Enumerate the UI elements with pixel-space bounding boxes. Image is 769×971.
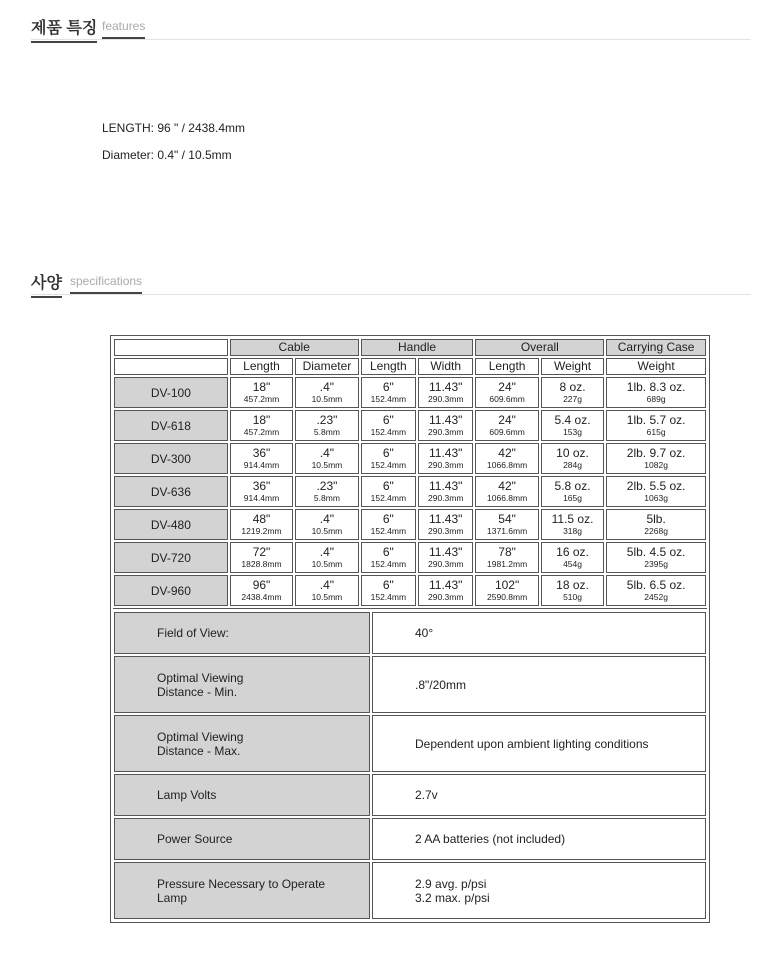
detail-value <box>372 656 706 713</box>
imperial-value: 2lb. 9.7 oz. <box>626 446 686 460</box>
imperial-value: 11.43" <box>429 380 463 394</box>
detail-row <box>114 862 706 919</box>
spec-cell <box>361 575 416 606</box>
feature-length: LENGTH: 96 " / 2438.4mm <box>102 121 245 135</box>
spec-cell <box>606 377 706 408</box>
imperial-value: 96" <box>252 578 271 592</box>
spec-cell <box>541 443 604 474</box>
spec-cell <box>361 410 416 441</box>
spec-cell <box>361 509 416 540</box>
imperial-value: .4" <box>319 545 335 559</box>
spec-cell <box>230 377 293 408</box>
specifications-table <box>110 335 710 923</box>
detail-label-line: Optimal Viewing <box>157 729 244 744</box>
metric-value: 10.5mm <box>311 394 343 404</box>
group-header-overall: Overall <box>475 339 604 356</box>
model-rows <box>114 377 706 606</box>
detail-value <box>372 612 706 654</box>
detail-row <box>114 818 706 860</box>
metric-value: 1063g <box>644 493 668 503</box>
detail-label <box>114 862 370 919</box>
column-header: Length <box>361 358 416 375</box>
metric-value: 2268g <box>644 526 668 536</box>
table-row <box>114 476 706 507</box>
metric-value: 227g <box>563 394 582 404</box>
metric-value: 290.3mm <box>427 460 464 470</box>
specifications-header <box>31 270 751 295</box>
detail-value-line: .8"/20mm <box>415 677 466 692</box>
detail-value-line: 2 AA batteries (not included) <box>415 832 566 846</box>
imperial-value: 11.43" <box>429 479 463 493</box>
spec-cell <box>361 443 416 474</box>
imperial-value: 1lb. 5.7 oz. <box>626 413 686 427</box>
imperial-value: 6" <box>382 380 394 394</box>
metric-value: 284g <box>563 460 582 470</box>
group-header-cable: Cable <box>230 339 359 356</box>
metric-value: 10.5mm <box>311 460 343 470</box>
detail-label-line: Field of View: <box>157 626 229 640</box>
detail-label <box>114 715 370 772</box>
detail-value-line: Dependent upon ambient lighting conditions <box>415 736 649 751</box>
spec-cell <box>541 575 604 606</box>
metric-value: 2452g <box>644 592 668 602</box>
detail-row <box>114 656 706 713</box>
column-header: Weight <box>606 358 706 375</box>
detail-value <box>372 774 706 816</box>
metric-value: 457.2mm <box>243 427 280 437</box>
metric-value: 914.4mm <box>243 493 280 503</box>
imperial-value: 24" <box>498 380 516 394</box>
metric-value: 457.2mm <box>243 394 280 404</box>
metric-value: 10.5mm <box>311 526 343 536</box>
spec-cell <box>475 443 538 474</box>
spec-cell <box>541 476 604 507</box>
spec-cell <box>606 575 706 606</box>
metric-value: 152.4mm <box>370 460 407 470</box>
group-header-row <box>114 339 706 356</box>
metric-value: 290.3mm <box>427 493 464 503</box>
imperial-value: 18" <box>252 380 271 394</box>
features-title-ko: 제품 특징 <box>31 15 97 43</box>
metric-value: 318g <box>563 526 582 536</box>
imperial-value: 1lb. 8.3 oz. <box>626 380 686 394</box>
detail-value <box>372 715 706 772</box>
detail-label-line: Lamp <box>157 890 188 905</box>
detail-label-line: Pressure Necessary to Operate <box>157 876 326 891</box>
detail-value-line: 3.2 max. p/psi <box>415 890 490 905</box>
detail-label-line: Optimal Viewing <box>157 670 244 685</box>
spec-cell <box>230 410 293 441</box>
spec-cell <box>418 542 473 573</box>
detail-label <box>114 774 370 816</box>
model-name-cell: DV-100 <box>114 377 228 408</box>
metric-value: 1981.2mm <box>487 559 528 569</box>
spec-cell <box>361 377 416 408</box>
imperial-value: 5lb. 4.5 oz. <box>626 545 686 559</box>
spec-cell <box>230 509 293 540</box>
detail-label-line: Power Source <box>157 832 233 846</box>
spec-cell <box>418 509 473 540</box>
detail-label <box>114 818 370 860</box>
spec-cell <box>230 476 293 507</box>
metric-value: 1066.8mm <box>487 493 528 503</box>
imperial-value: 11.43" <box>429 545 463 559</box>
metric-value: 10.5mm <box>311 592 343 602</box>
spec-cell <box>606 542 706 573</box>
imperial-value: 11.5 oz. <box>551 512 594 526</box>
spec-cell <box>475 377 538 408</box>
imperial-value: 36" <box>252 446 271 460</box>
spec-cell <box>295 476 358 507</box>
model-name-cell: DV-960 <box>114 575 228 606</box>
spec-cell <box>295 575 358 606</box>
metric-value: 1828.8mm <box>241 559 282 569</box>
imperial-value: .4" <box>319 380 335 394</box>
detail-row <box>114 715 706 772</box>
table-row <box>114 443 706 474</box>
model-name-cell: DV-300 <box>114 443 228 474</box>
column-header: Length <box>475 358 538 375</box>
column-header: Diameter <box>295 358 358 375</box>
spec-cell <box>418 377 473 408</box>
imperial-value: 10 oz. <box>556 446 589 460</box>
spec-cell <box>475 476 538 507</box>
features-title-en: features <box>102 19 145 39</box>
imperial-value: 5.4 oz. <box>554 413 591 427</box>
spec-cell <box>541 542 604 573</box>
metric-value: 689g <box>646 394 666 404</box>
table-row <box>114 542 706 573</box>
model-name-cell: DV-636 <box>114 476 228 507</box>
spec-cell <box>418 410 473 441</box>
model-spec-table <box>112 337 708 608</box>
metric-value: 510g <box>563 592 582 602</box>
imperial-value: 6" <box>382 446 394 460</box>
metric-value: 1219.2mm <box>241 526 282 536</box>
spec-cell <box>361 476 416 507</box>
metric-value: 152.4mm <box>370 493 407 503</box>
specifications-title-en: specifications <box>70 274 142 294</box>
imperial-value: 54" <box>498 512 516 526</box>
table-row <box>114 377 706 408</box>
spec-cell <box>475 509 538 540</box>
metric-value: 10.5mm <box>311 559 343 569</box>
imperial-value: 6" <box>382 479 394 493</box>
spec-cell <box>295 443 358 474</box>
imperial-value: 18" <box>252 413 271 427</box>
spec-cell <box>295 410 358 441</box>
spec-cell <box>230 542 293 573</box>
column-header: Width <box>418 358 473 375</box>
metric-value: 609.6mm <box>489 427 525 437</box>
detail-spec-table <box>112 610 708 921</box>
metric-value: 1371.6mm <box>487 526 528 536</box>
imperial-value: 78" <box>498 545 516 559</box>
spec-cell <box>606 509 706 540</box>
imperial-value: 5.8 oz. <box>554 479 591 493</box>
features-header <box>31 15 751 40</box>
spec-cell <box>295 377 358 408</box>
detail-value-line: 2.7v <box>415 788 438 802</box>
metric-value: 290.3mm <box>427 394 464 404</box>
metric-value: 152.4mm <box>370 394 407 404</box>
imperial-value: 42" <box>498 479 516 493</box>
imperial-value: 18 oz. <box>556 578 589 592</box>
model-name-cell: DV-720 <box>114 542 228 573</box>
imperial-value: .23" <box>316 479 338 493</box>
metric-value: 914.4mm <box>243 460 280 470</box>
imperial-value: 5lb. <box>646 512 666 526</box>
spec-cell <box>475 410 538 441</box>
imperial-value: .4" <box>319 446 335 460</box>
detail-value <box>372 818 706 860</box>
spec-cell <box>295 542 358 573</box>
detail-label <box>114 612 370 654</box>
metric-value: 609.6mm <box>489 394 525 404</box>
column-header: Length <box>230 358 293 375</box>
spec-cell <box>475 542 538 573</box>
metric-value: 153g <box>563 427 582 437</box>
imperial-value: .4" <box>319 578 335 592</box>
detail-value-line: 40° <box>415 626 434 640</box>
imperial-value: 6" <box>382 512 394 526</box>
detail-row <box>114 774 706 816</box>
group-header-carrying-case: Carrying Case <box>606 339 706 356</box>
model-name-cell: DV-480 <box>114 509 228 540</box>
spec-cell <box>295 509 358 540</box>
metric-value: 290.3mm <box>427 592 464 602</box>
model-name-cell: DV-618 <box>114 410 228 441</box>
imperial-value: 36" <box>252 479 271 493</box>
imperial-value: 2lb. 5.5 oz. <box>626 479 686 493</box>
imperial-value: 11.43" <box>429 512 463 526</box>
detail-value <box>372 862 706 919</box>
table-row <box>114 575 706 606</box>
spec-cell <box>361 542 416 573</box>
spec-cell <box>606 443 706 474</box>
detail-label <box>114 656 370 713</box>
imperial-value: 5lb. 6.5 oz. <box>626 578 686 592</box>
detail-rows <box>114 612 706 919</box>
imperial-value: 11.43" <box>429 413 463 427</box>
imperial-value: 11.43" <box>429 446 463 460</box>
spec-cell <box>541 410 604 441</box>
detail-value-line: 2.9 avg. p/psi <box>415 876 487 891</box>
group-header-handle: Handle <box>361 339 474 356</box>
imperial-value: 102" <box>494 578 520 592</box>
spec-cell <box>418 476 473 507</box>
column-header-row <box>114 358 706 375</box>
metric-value: 290.3mm <box>427 559 464 569</box>
specifications-title-ko: 사양 <box>31 270 62 298</box>
imperial-value: 16 oz. <box>556 545 589 559</box>
detail-label-line: Distance - Min. <box>157 684 238 699</box>
metric-value: 152.4mm <box>370 526 407 536</box>
imperial-value: 24" <box>498 413 516 427</box>
spec-cell <box>230 575 293 606</box>
detail-label-line: Distance - Max. <box>157 743 241 758</box>
metric-value: 290.3mm <box>427 427 464 437</box>
metric-value: 152.4mm <box>370 592 407 602</box>
spec-cell <box>541 509 604 540</box>
metric-value: 615g <box>646 427 666 437</box>
imperial-value: .23" <box>316 413 338 427</box>
metric-value: 5.8mm <box>313 493 340 503</box>
detail-label-line: Lamp Volts <box>157 788 217 802</box>
metric-value: 2438.4mm <box>241 592 282 602</box>
column-header: Weight <box>541 358 604 375</box>
imperial-value: 6" <box>382 545 394 559</box>
imperial-value: 8 oz. <box>559 380 586 394</box>
spec-cell <box>418 575 473 606</box>
imperial-value: 72" <box>252 545 271 559</box>
imperial-value: 42" <box>498 446 516 460</box>
metric-value: 454g <box>563 559 582 569</box>
metric-value: 1082g <box>644 460 668 470</box>
spec-cell <box>606 410 706 441</box>
metric-value: 165g <box>563 493 582 503</box>
imperial-value: 11.43" <box>429 578 463 592</box>
metric-value: 1066.8mm <box>487 460 528 470</box>
spec-cell <box>418 443 473 474</box>
metric-value: 5.8mm <box>313 427 340 437</box>
detail-row <box>114 612 706 654</box>
imperial-value: .4" <box>319 512 335 526</box>
metric-value: 152.4mm <box>370 559 407 569</box>
metric-value: 290.3mm <box>427 526 464 536</box>
metric-value: 2395g <box>644 559 668 569</box>
imperial-value: 6" <box>382 578 394 592</box>
table-row <box>114 410 706 441</box>
metric-value: 152.4mm <box>370 427 407 437</box>
spec-cell <box>230 443 293 474</box>
imperial-value: 6" <box>382 413 394 427</box>
spec-cell <box>541 377 604 408</box>
empty-corner-cell <box>114 339 228 356</box>
imperial-value: 48" <box>252 512 271 526</box>
spec-cell <box>606 476 706 507</box>
table-row <box>114 509 706 540</box>
empty-model-header-cell <box>114 358 228 375</box>
feature-diameter: Diameter: 0.4" / 10.5mm <box>102 148 232 162</box>
spec-cell <box>475 575 538 606</box>
metric-value: 2590.8mm <box>487 592 528 602</box>
